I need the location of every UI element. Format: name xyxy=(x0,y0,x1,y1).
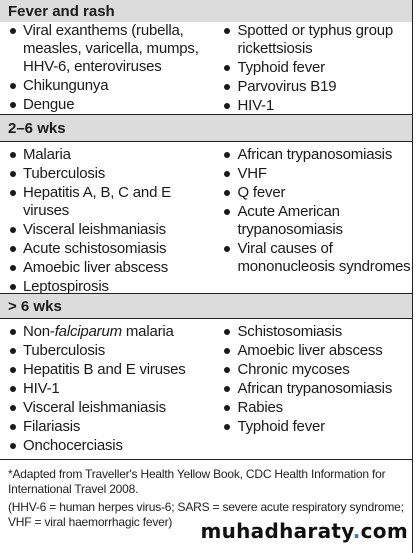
list-item xyxy=(8,77,214,95)
bullet-icon xyxy=(10,171,16,177)
list-item-text-post: malaria xyxy=(121,323,174,340)
list-item-text: VHF xyxy=(237,165,267,182)
bullet-icon xyxy=(10,348,16,354)
list-item xyxy=(8,342,214,360)
list-item xyxy=(222,380,412,398)
list-item xyxy=(222,203,412,239)
section-heading-fever-and-rash: Fever and rash xyxy=(0,0,412,22)
list-item-text: Q fever xyxy=(237,184,286,201)
list-item xyxy=(222,22,412,58)
section-body-2-6-wks xyxy=(0,142,412,293)
list-item-text: Chronic mycoses xyxy=(237,361,350,378)
list-item-text: Viral causes of mononucleosis syndromes xyxy=(237,240,411,275)
bullet-icon xyxy=(224,386,230,392)
right-column xyxy=(214,146,412,293)
list-item-text: Hepatitis B and E viruses xyxy=(23,361,186,378)
bullet-icon xyxy=(224,246,230,252)
list-item-text: African trypanosomiasis xyxy=(237,146,393,163)
bullet-icon xyxy=(10,424,16,430)
list-item-text: Acute American trypanosomiasis xyxy=(237,203,343,238)
list-item-text: Rabies xyxy=(237,399,283,416)
list-item xyxy=(222,323,412,341)
list-item xyxy=(8,323,214,341)
list-item-text: Acute schistosomiasis xyxy=(23,240,167,257)
bullet-icon xyxy=(10,227,16,233)
list-item xyxy=(222,399,412,417)
list-item-text: HIV-1 xyxy=(237,97,274,114)
list-item-text: Visceral leishmaniasis xyxy=(23,399,166,416)
list-item xyxy=(8,165,214,183)
list-item xyxy=(222,97,412,115)
bullet-icon xyxy=(224,84,230,90)
watermark-logo xyxy=(200,519,408,543)
bullet-icon xyxy=(224,171,230,177)
left-column xyxy=(0,323,214,459)
watermark-tld: com xyxy=(360,519,408,543)
list-item-text: Malaria xyxy=(23,146,71,163)
list-item xyxy=(222,240,412,276)
bullet-icon xyxy=(10,152,16,158)
bullet-icon xyxy=(10,284,16,290)
list-item-text: Schistosomiasis xyxy=(237,323,343,340)
bullet-icon xyxy=(224,152,230,158)
list-item-text: Amoebic liver abscess xyxy=(237,342,383,359)
list-item xyxy=(222,342,412,360)
section-heading-2-6-wks: 2–6 wks xyxy=(0,115,412,141)
list-item-text: Hepatitis A, B, C and E viruses xyxy=(23,184,171,219)
section-heading-over-6-wks: > 6 wks xyxy=(0,294,412,318)
bullet-icon xyxy=(224,28,230,34)
bullet-icon xyxy=(224,424,230,430)
list-item-text: Onchocerciasis xyxy=(23,437,123,454)
bullet-icon xyxy=(10,265,16,271)
bullet-icon xyxy=(10,405,16,411)
bullet-icon xyxy=(10,28,16,34)
list-item-text: HIV-1 xyxy=(23,380,60,397)
footnote-abbreviations: (HHV-6 = human herpes virus-6; SARS = severe acute respiratory syndrome; VHF = viral haemorrhagic fever) xyxy=(8,500,404,529)
list-item-text: Amoebic liver abscess xyxy=(23,259,169,276)
list-item-text: Tuberculosis xyxy=(23,342,106,359)
list-item-text: Leptospirosis xyxy=(23,278,109,295)
list-item-text: Filariasis xyxy=(23,418,81,435)
list-item xyxy=(8,96,214,114)
list-item-text: Visceral leishmaniasis xyxy=(23,221,166,238)
list-item xyxy=(8,259,214,277)
bullet-icon xyxy=(224,405,230,411)
list-item-text: Dengue xyxy=(23,96,75,113)
bullet-icon xyxy=(224,348,230,354)
list-item xyxy=(8,361,214,379)
list-item-text-pre: Non- xyxy=(23,323,55,340)
list-item xyxy=(222,418,412,436)
right-column xyxy=(214,323,412,459)
right-column xyxy=(214,22,412,114)
list-item xyxy=(222,78,412,96)
bullet-icon xyxy=(10,83,16,89)
list-item xyxy=(8,221,214,239)
list-item-text: Spotted or typhus group rickettsiosis xyxy=(237,22,393,57)
list-item xyxy=(8,418,214,436)
bullet-icon xyxy=(10,329,16,335)
bullet-icon xyxy=(224,367,230,373)
bullet-icon xyxy=(10,246,16,252)
list-item-text: Chikungunya xyxy=(23,77,109,94)
bullet-icon xyxy=(10,102,16,108)
left-column xyxy=(0,146,214,293)
list-item xyxy=(222,146,412,164)
list-item xyxy=(8,22,214,76)
list-item xyxy=(8,437,214,455)
watermark-name: muhadharaty xyxy=(200,519,353,543)
list-item xyxy=(222,59,412,77)
list-item xyxy=(8,184,214,220)
left-column xyxy=(0,22,214,114)
watermark-dot: . xyxy=(352,519,361,543)
list-item xyxy=(8,278,214,296)
list-item-text-em: falciparum xyxy=(54,323,122,340)
list-item-text: Typhoid fever xyxy=(237,418,325,435)
bullet-icon xyxy=(224,209,230,215)
list-item xyxy=(222,184,412,202)
bullet-icon xyxy=(224,190,230,196)
bullet-icon xyxy=(224,65,230,71)
footnote-source: *Adapted from Traveller's Health Yellow Book, CDC Health Information for International Travel 2008. xyxy=(8,467,386,496)
list-item xyxy=(8,380,214,398)
bullet-icon xyxy=(10,386,16,392)
list-item-text: Viral exanthems (rubella, measles, varicella, mumps, HHV-6, enteroviruses xyxy=(23,22,199,75)
list-item xyxy=(8,240,214,258)
list-item-text: Typhoid fever xyxy=(237,59,325,76)
bullet-icon xyxy=(10,190,16,196)
bullet-icon xyxy=(10,367,16,373)
list-item xyxy=(222,361,412,379)
bullet-icon xyxy=(224,103,230,109)
bullet-icon xyxy=(10,443,16,449)
list-item xyxy=(8,146,214,164)
section-body-over-6-wks xyxy=(0,319,412,459)
list-item-text: African trypanosomiasis xyxy=(237,380,393,397)
list-item-text: Parvovirus B19 xyxy=(237,78,337,95)
bullet-icon xyxy=(224,329,230,335)
section-body-fever-and-rash xyxy=(0,22,412,114)
list-item xyxy=(222,165,412,183)
list-item-text: Tuberculosis xyxy=(23,165,106,182)
list-item xyxy=(8,399,214,417)
